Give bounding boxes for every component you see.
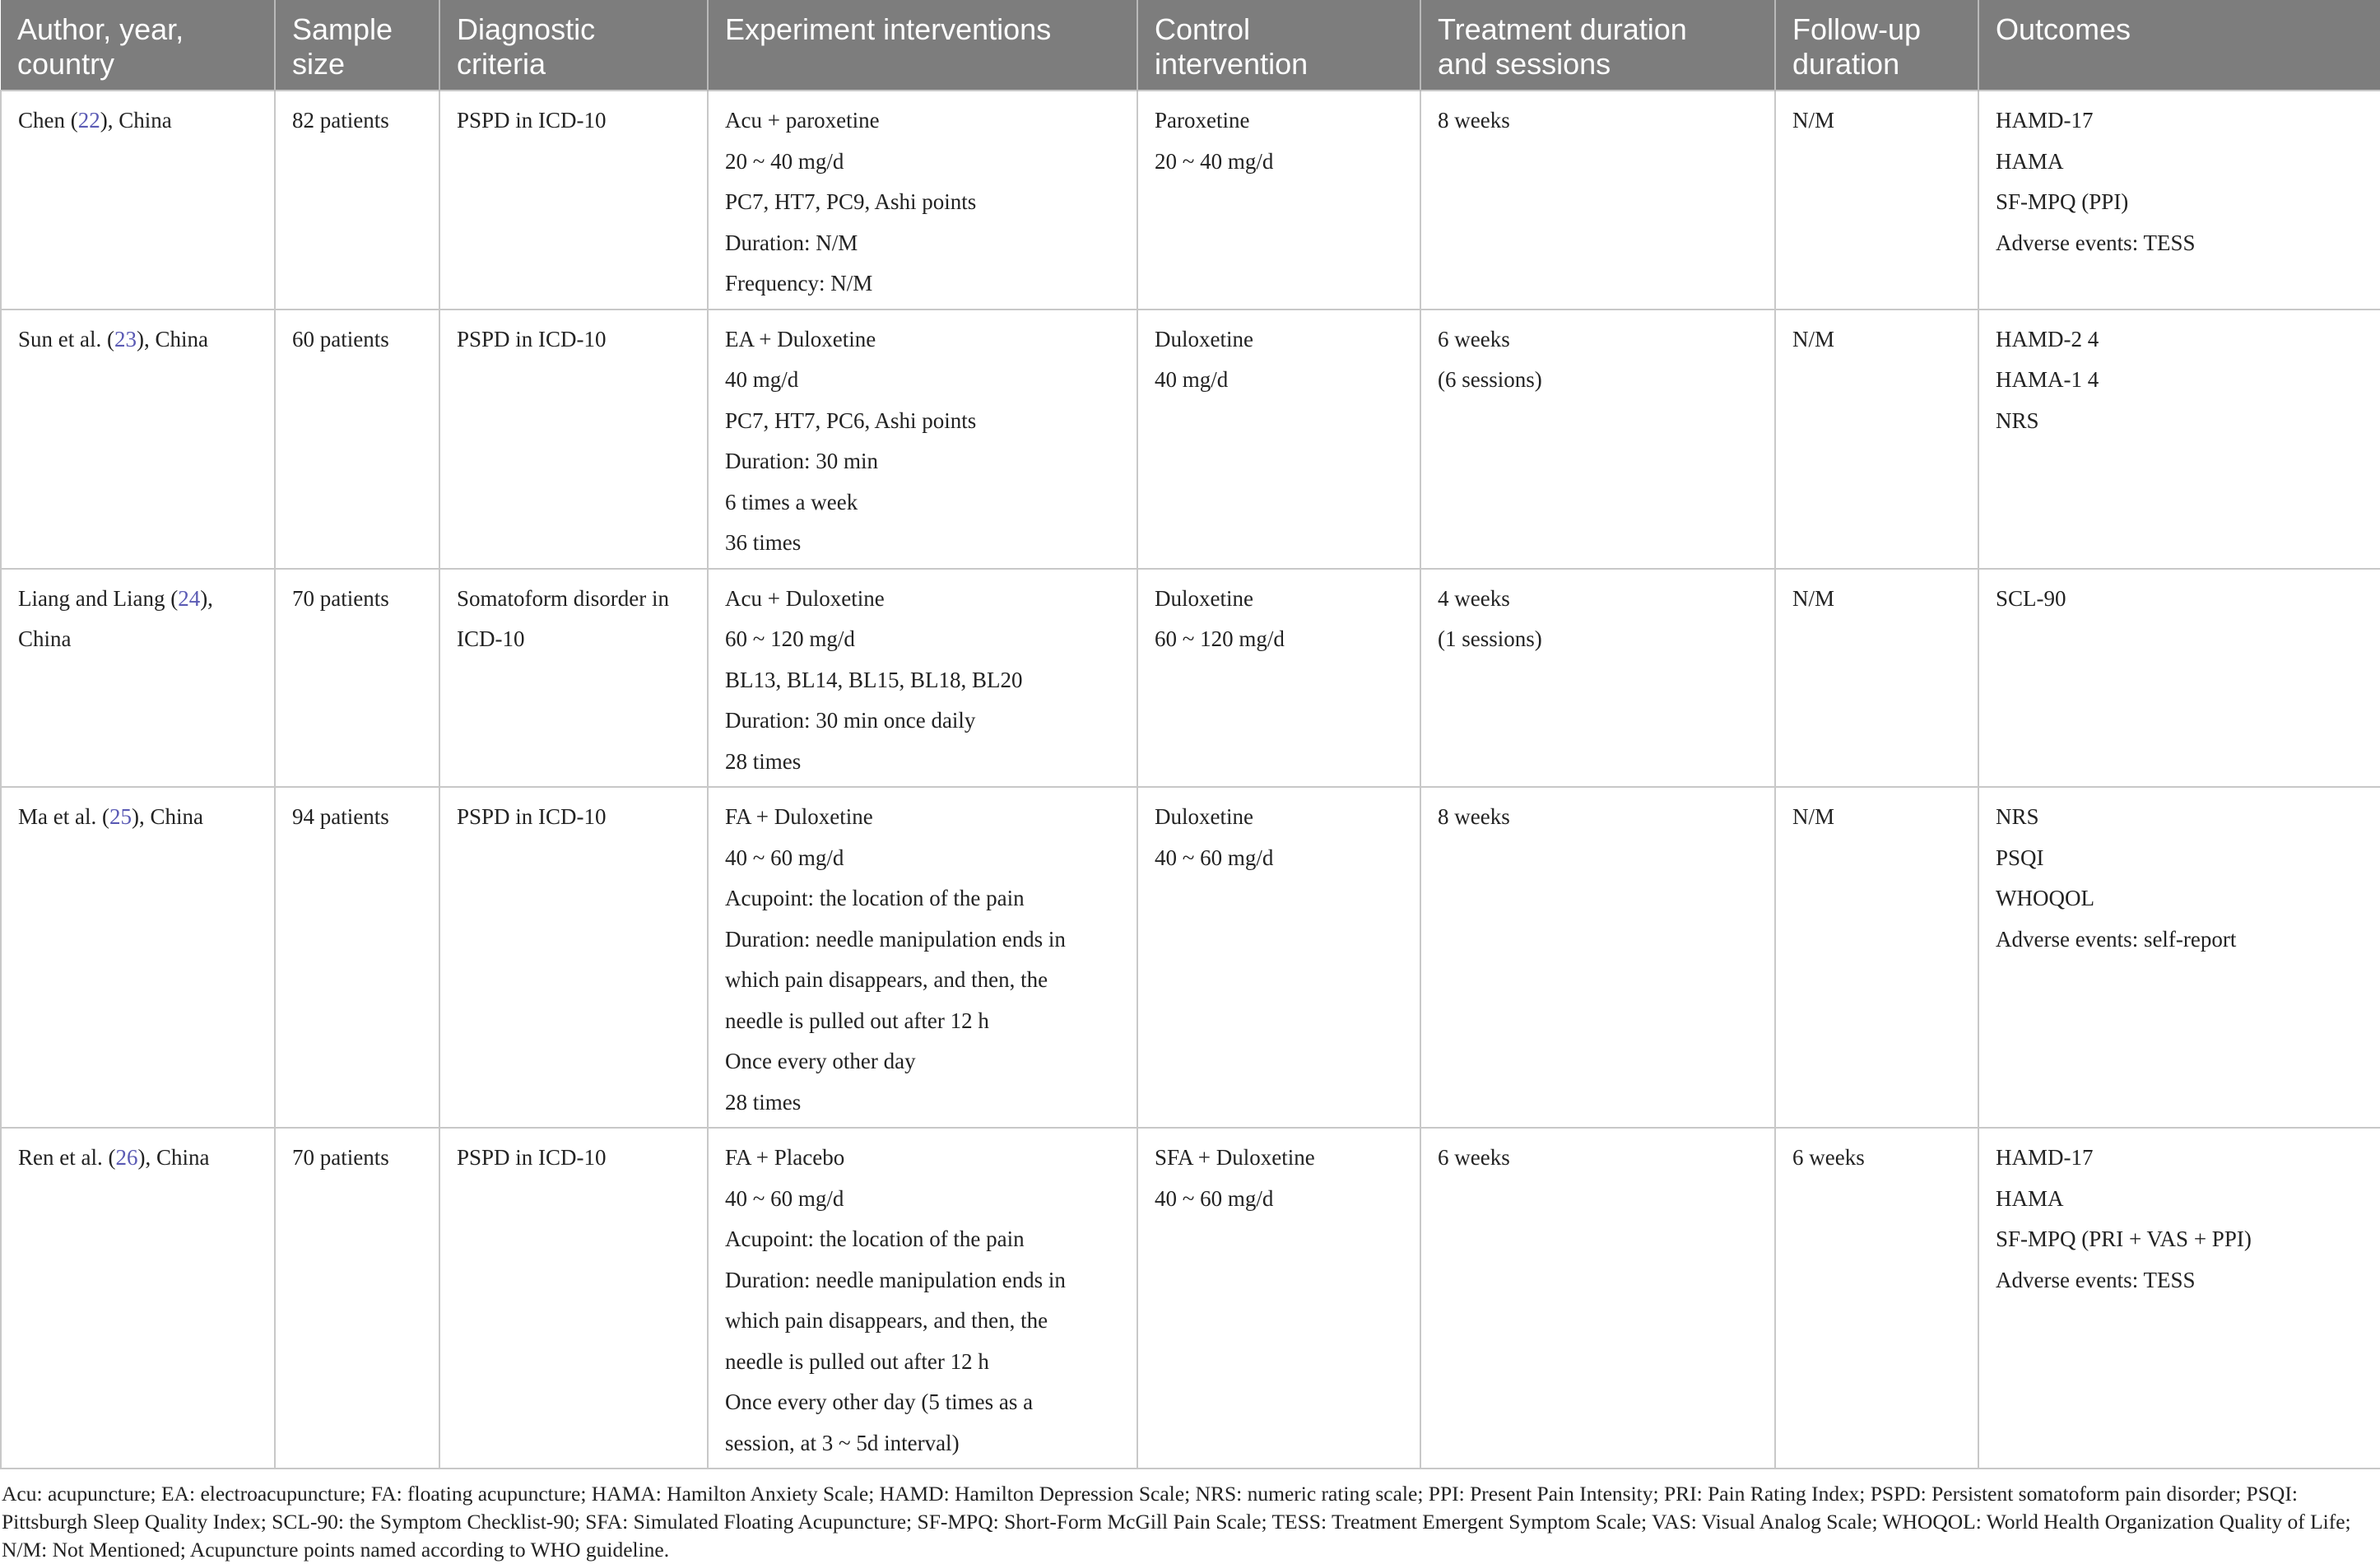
author-text: ), China [137, 1145, 210, 1170]
experiment-line: session, at 3 ~ 5d interval) [725, 1430, 960, 1455]
experiment-line: Acu + Duloxetine [725, 585, 885, 611]
treatment-line: 8 weeks [1438, 108, 1510, 133]
cell-outcomes [1978, 787, 2380, 1128]
treatment-line: 6 weeks [1438, 1145, 1510, 1170]
criteria-line: PSPD in ICD-10 [457, 108, 607, 133]
author-text: ), [200, 585, 213, 611]
cell-follow-up-duration: N/M [1775, 91, 1978, 310]
column-header-line: Treatment duration [1438, 12, 1687, 46]
treatment-line: 8 weeks [1438, 804, 1510, 829]
author-text: Sun et al. ( [18, 326, 114, 351]
cell-author [1, 569, 275, 788]
column-header-line: intervention [1155, 47, 1309, 81]
experiment-line: PC7, HT7, PC6, Ashi points [725, 407, 977, 433]
cell-author [1, 310, 275, 569]
treatment-line: 4 weeks [1438, 585, 1510, 611]
cell-control-intervention [1137, 91, 1420, 310]
experiment-line: 6 times a week [725, 489, 858, 514]
author-text: Ma et al. ( [18, 804, 109, 829]
cell-diagnostic-criteria [439, 1128, 708, 1469]
cell-experiment-interventions [708, 91, 1137, 310]
cell-sample-size: 94 patients [275, 787, 439, 1128]
experiment-line: Acupoint: the location of the pain [725, 1227, 1025, 1251]
cell-experiment-interventions [708, 787, 1137, 1128]
outcome-line: SCL-90 [1996, 585, 2066, 611]
cell-sample-size: 70 patients [275, 1128, 439, 1469]
cell-follow-up-duration: N/M [1775, 310, 1978, 569]
column-header-outcomes [1978, 0, 2380, 91]
cell-outcomes [1978, 310, 2380, 569]
column-header-control-intervention [1137, 0, 1420, 91]
column-header-experiment-interventions [708, 0, 1137, 91]
reference-link[interactable]: 24 [178, 585, 201, 611]
experiment-line: 20 ~ 40 mg/d [725, 148, 844, 174]
experiment-line: PC7, HT7, PC9, Ashi points [725, 189, 977, 214]
reference-link[interactable]: 25 [109, 804, 132, 829]
cell-author [1, 1128, 275, 1469]
treatment-line: 6 weeks [1438, 326, 1510, 351]
experiment-line: FA + Placebo [725, 1145, 845, 1170]
column-header-author [1, 0, 275, 91]
experiment-line: Duration: needle manipulation ends in [725, 1267, 1066, 1292]
column-header-line: Experiment interventions [725, 12, 1052, 46]
table-row [1, 1128, 2380, 1469]
author-text: Chen ( [18, 108, 78, 133]
outcome-line: Adverse events: self-report [1996, 926, 2237, 952]
outcome-line: NRS [1996, 804, 2039, 829]
author-country: China [18, 626, 72, 651]
cell-treatment-duration [1420, 787, 1775, 1128]
column-header-line: Outcomes [1996, 12, 2131, 46]
cell-diagnostic-criteria [439, 569, 708, 788]
experiment-line: Duration: N/M [725, 230, 858, 255]
table-row [1, 787, 2380, 1128]
author-line [18, 797, 258, 838]
column-header-line: duration [1792, 47, 1900, 81]
experiment-line: FA + Duloxetine [725, 804, 873, 829]
experiment-line: needle is pulled out after 12 h [725, 1008, 989, 1033]
author-text: ), China [100, 108, 172, 133]
criteria-line: PSPD in ICD-10 [457, 326, 607, 351]
table-row [1, 569, 2380, 788]
cell-outcomes [1978, 569, 2380, 788]
table-row [1, 310, 2380, 569]
control-line: Duloxetine [1155, 585, 1253, 611]
column-header-line: Sample [292, 12, 393, 46]
control-line: Paroxetine [1155, 108, 1250, 133]
reference-link[interactable]: 23 [114, 326, 137, 351]
control-line: 40 ~ 60 mg/d [1155, 1185, 1274, 1211]
reference-link[interactable]: 26 [115, 1145, 138, 1170]
outcome-line: WHOQOL [1996, 886, 2094, 910]
control-line: 20 ~ 40 mg/d [1155, 148, 1274, 174]
outcome-line: PSQI [1996, 845, 2044, 870]
table-body [1, 91, 2380, 1469]
cell-experiment-interventions [708, 1128, 1137, 1469]
experiment-line: 40 ~ 60 mg/d [725, 1185, 844, 1211]
experiment-line: Duration: 30 min once daily [725, 708, 976, 733]
cell-control-intervention [1137, 1128, 1420, 1469]
outcome-line: SF-MPQ (PRI + VAS + PPI) [1996, 1227, 2252, 1251]
experiment-line: 40 mg/d [725, 367, 799, 392]
outcome-line: HAMA-1 4 [1996, 367, 2099, 392]
cell-author [1, 91, 275, 310]
experiment-line: Frequency: N/M [725, 271, 873, 296]
author-line [18, 100, 258, 142]
cell-treatment-duration [1420, 91, 1775, 310]
cell-outcomes [1978, 1128, 2380, 1469]
column-header-line: size [292, 47, 346, 81]
experiment-line: Once every other day [725, 1049, 916, 1073]
cell-follow-up-duration: N/M [1775, 569, 1978, 788]
criteria-line: ICD-10 [457, 626, 525, 651]
control-line: Duloxetine [1155, 804, 1253, 829]
experiment-line: 60 ~ 120 mg/d [725, 626, 855, 651]
outcome-line: HAMD-2 4 [1996, 326, 2099, 351]
cell-diagnostic-criteria [439, 91, 708, 310]
column-header-diagnostic-criteria [439, 0, 708, 91]
control-line: Duloxetine [1155, 326, 1253, 351]
author-text: Ren et al. ( [18, 1145, 116, 1170]
outcome-line: HAMD-17 [1996, 108, 2094, 133]
experiment-line: needle is pulled out after 12 h [725, 1348, 989, 1374]
cell-diagnostic-criteria [439, 310, 708, 569]
experiment-line: which pain disappears, and then, the [725, 1308, 1048, 1333]
column-header-line: criteria [457, 47, 546, 81]
cell-control-intervention [1137, 310, 1420, 569]
column-header-follow-up-duration [1775, 0, 1978, 91]
experiment-line: 28 times [725, 1089, 802, 1115]
cell-outcomes [1978, 91, 2380, 310]
column-header-line: country [17, 47, 115, 81]
treatment-line: (1 sessions) [1438, 626, 1542, 651]
cell-sample-size: 70 patients [275, 569, 439, 788]
experiment-line: BL13, BL14, BL15, BL18, BL20 [725, 667, 1023, 692]
control-line: 40 ~ 60 mg/d [1155, 845, 1274, 870]
cell-experiment-interventions [708, 310, 1137, 569]
cell-treatment-duration [1420, 569, 1775, 788]
outcome-line: HAMA [1996, 148, 2064, 174]
experiment-line: EA + Duloxetine [725, 326, 876, 351]
cell-treatment-duration [1420, 310, 1775, 569]
experiment-line: which pain disappears, and then, the [725, 967, 1048, 992]
outcome-line: NRS [1996, 407, 2039, 433]
experiment-line: 40 ~ 60 mg/d [725, 845, 844, 870]
column-header-line: Follow-up [1792, 12, 1922, 46]
column-header-line: and sessions [1438, 47, 1611, 81]
column-header-sample-size [275, 0, 439, 91]
criteria-line: Somatoform disorder in [457, 585, 669, 611]
author-text: Liang and Liang ( [18, 585, 179, 611]
criteria-line: PSPD in ICD-10 [457, 804, 607, 829]
cell-sample-size: 82 patients [275, 91, 439, 310]
author-text: ), China [136, 326, 208, 351]
cell-treatment-duration [1420, 1128, 1775, 1469]
treatment-line: (6 sessions) [1438, 367, 1542, 392]
column-header-line: Diagnostic [457, 12, 596, 46]
author-line [18, 1138, 258, 1179]
column-header-treatment-duration [1420, 0, 1775, 91]
experiment-line: 28 times [725, 748, 802, 774]
outcome-line: HAMD-17 [1996, 1145, 2094, 1170]
author-line [18, 579, 258, 620]
cell-control-intervention [1137, 569, 1420, 788]
outcome-line: SF-MPQ (PPI) [1996, 189, 2129, 214]
author-line [18, 319, 258, 361]
cell-follow-up-duration: 6 weeks [1775, 1128, 1978, 1469]
cell-follow-up-duration: N/M [1775, 787, 1978, 1128]
outcome-line: HAMA [1996, 1185, 2064, 1211]
experiment-line: Duration: 30 min [725, 449, 878, 473]
table-header-row [1, 0, 2380, 91]
reference-link[interactable]: 22 [77, 108, 100, 133]
experiment-line: 36 times [725, 530, 802, 555]
column-header-line: Author, year, [17, 12, 184, 46]
outcome-line: Adverse events: TESS [1996, 1267, 2196, 1292]
author-text: ), China [131, 804, 203, 829]
experiment-line: Acu + paroxetine [725, 108, 880, 133]
experiment-line: Once every other day (5 times as a [725, 1389, 1034, 1414]
cell-control-intervention [1137, 787, 1420, 1128]
table-footnote: Acu: acupuncture; EA: electroacupuncture; FA: floating acupuncture; HAMA: Hamilton Anxiety Scale; HAMD: Hamilton Depression Scale; NRS: numeric rating scale; PPI: Present Pain Intensity; PRI: Pain Rating Index; PSPD: Persistent somatoform pain disorder; PSQI: Pittsburgh Sleep Quality Index; SCL-90: the Symptom Checklist-90; SFA: Simulated Floating Acupuncture; SF-MPQ: Short-Form McGill Pain Scale; TESS: Treatment Emergent Symptom Scale; VAS: Visual Analog Scale; WHOQOL: World Health Organization Quality of Life; N/M: Not Mentioned; Acupuncture points named according to WHO guideline. [2, 1482, 2351, 1562]
column-header-line: Control [1155, 12, 1251, 46]
control-line: 40 mg/d [1155, 367, 1229, 392]
experiment-line: Duration: needle manipulation ends in [725, 926, 1066, 952]
outcome-line: Adverse events: TESS [1996, 230, 2196, 255]
control-line: 60 ~ 120 mg/d [1155, 626, 1285, 651]
criteria-line: PSPD in ICD-10 [457, 1145, 607, 1170]
cell-author [1, 787, 275, 1128]
cell-sample-size: 60 patients [275, 310, 439, 569]
table-row [1, 91, 2380, 310]
experiment-line: Acupoint: the location of the pain [725, 886, 1025, 910]
control-line: SFA + Duloxetine [1155, 1145, 1315, 1170]
cell-experiment-interventions [708, 569, 1137, 788]
cell-diagnostic-criteria [439, 787, 708, 1128]
